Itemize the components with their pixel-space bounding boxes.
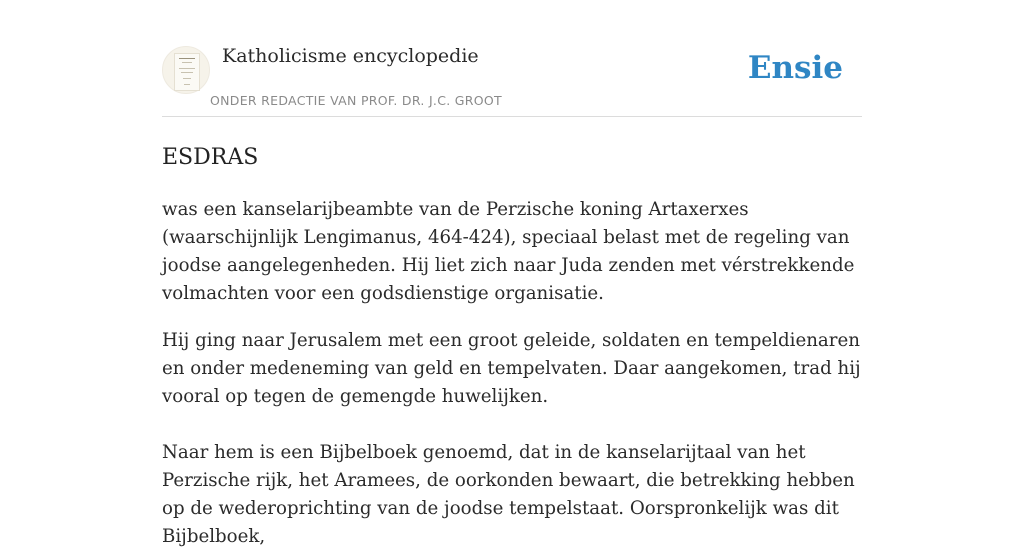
editor-subtitle: ONDER REDACTIE VAN PROF. DR. J.C. GROOT — [210, 93, 502, 108]
article-paragraph: Naar hem is een Bijbelboek genoemd, dat in de kanselarijtaal van het Perzische rijk, het Aramees, de oorkonden bewaart, die betrekking hebben op de wederoprichting van de joodse tempelstaat. Oorspronkelijk was dit Bijbelboek, — [162, 442, 855, 547]
article-paragraph: Hij ging naar Jerusalem met een groot geleide, soldaten en tempeldienaren en onder medeneming van geld en tempelvaten. Daar aangekomen, trad hij vooral op tegen de gemengde huwelijken. — [162, 330, 861, 407]
ensie-logo-link[interactable]: Ensie — [747, 50, 843, 86]
site-header — [162, 0, 862, 117]
article-paragraph: was een kanselarijbeambte van de Perzische koning Artaxerxes (waarschijnlijk Lengimanus, 464-424), speciaal belast met de regeling van joodse aangelegenheden. Hij liet zich naar Juda zenden met vérstrekkende volmachten voor een godsdienstige organisatie. — [162, 199, 855, 304]
encyclopedia-cover-avatar[interactable] — [162, 46, 210, 94]
book-cover-icon — [174, 53, 200, 91]
site-title[interactable]: Katholicisme encyclopedie — [222, 45, 479, 67]
page — [162, 0, 862, 551]
entry-title: ESDRAS — [162, 145, 259, 170]
